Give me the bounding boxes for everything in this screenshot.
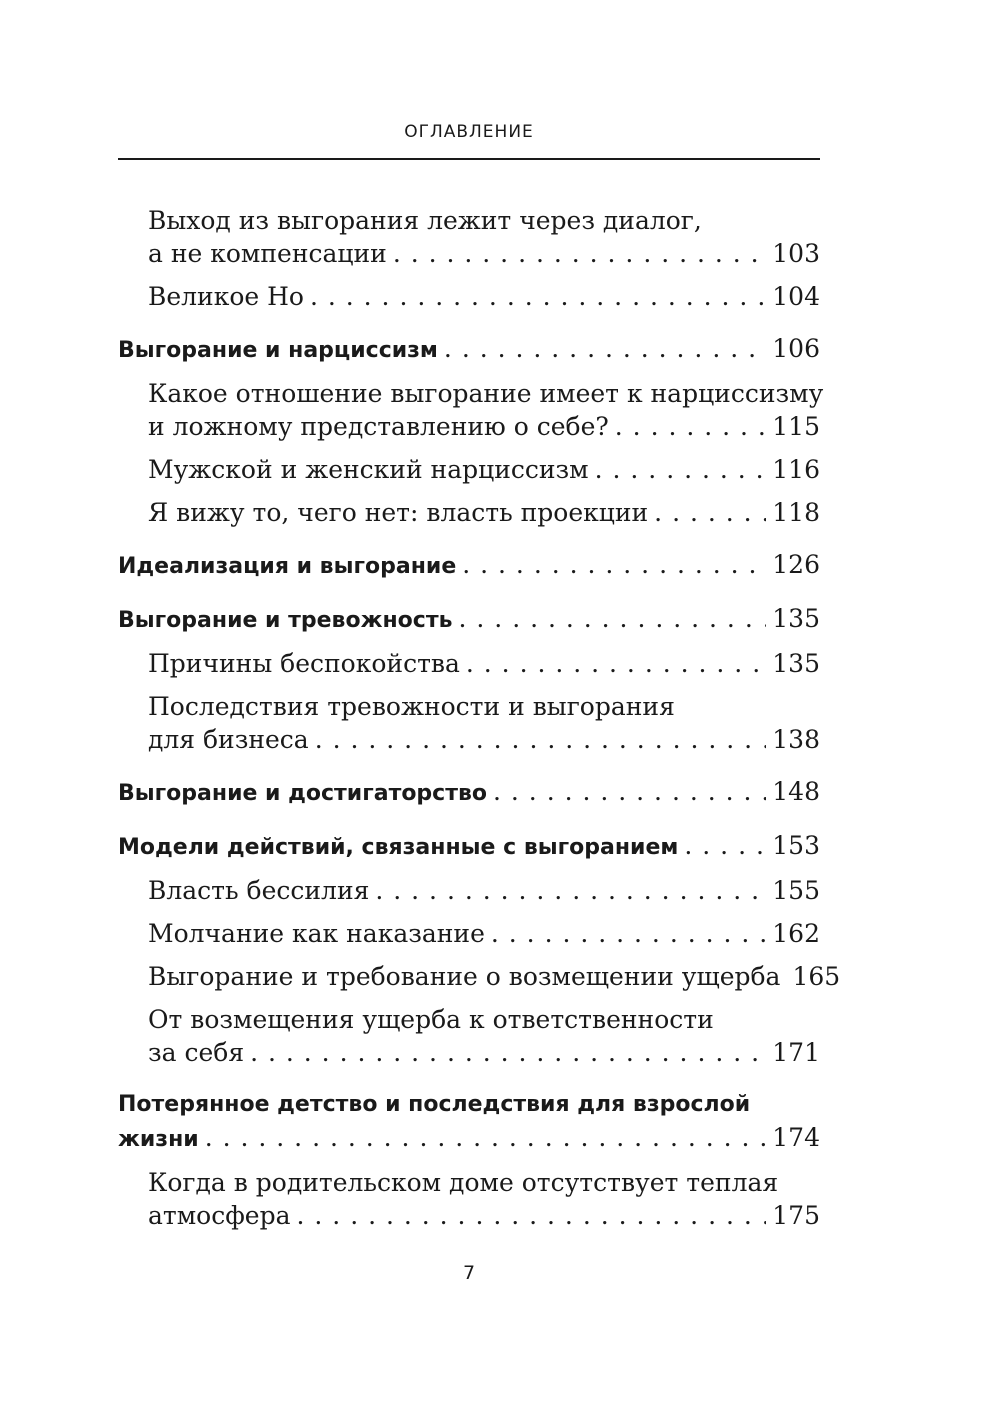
toc-page-number: 165 [792,962,841,991]
toc-chapter-title-cont: жизни [118,1127,199,1152]
toc-entry [118,647,820,680]
toc-page-number: 106 [772,334,820,363]
leader-dots [466,647,766,680]
toc-page-number: 148 [772,777,820,806]
toc-page-number: 171 [772,1038,820,1067]
toc-page-number: 175 [772,1201,820,1230]
toc-chapter-title: Модели действий, связанные с выгоранием [118,835,679,860]
toc-entry [118,917,820,950]
toc-entry-title: От возмещения ущерба к ответственности [148,1005,714,1034]
toc-chapter-title: Выгорание и нарциссизм [118,338,438,363]
toc-chapter-title: Выгорание и достигаторство [118,781,488,806]
toc-entry-title-cont: а не компенсации [148,239,387,268]
toc-entry [118,690,820,756]
leader-dots [493,775,766,808]
toc-entry [118,377,824,443]
toc-entry-title: Какое отношение выгорание имеет к нарциссизму [148,379,824,408]
toc-entry [118,496,820,529]
toc-entry-title: Молчание как наказание [148,919,485,948]
leader-dots [654,496,766,529]
toc-entry [118,874,820,907]
toc-page-number: 103 [772,239,820,268]
table-of-contents [118,204,841,1232]
leader-dots [595,453,767,486]
toc-entry [118,280,820,313]
toc-page-number: 138 [772,725,820,754]
toc-entry-title-cont: для бизнеса [148,725,309,754]
toc-chapter-entry [118,829,820,864]
toc-chapter-entry [118,602,820,637]
toc-page-number: 118 [772,498,820,527]
toc-entry-title: Мужской и женский нарциссизм [148,455,589,484]
toc-entry-title-cont: за себя [148,1038,245,1067]
toc-page-number: 116 [772,455,820,484]
toc-page-number: 115 [772,412,820,441]
leader-dots [297,1199,767,1232]
leader-dots [462,548,766,581]
toc-page-number: 135 [772,649,820,678]
toc-entry-title: Я вижу то, чего нет: власть проекции [148,498,649,527]
toc-entry [118,1003,820,1069]
toc-page-number: 155 [772,876,820,905]
toc-page-number: 126 [772,550,820,579]
toc-entry-title: Власть бессилия [148,876,370,905]
toc-entry-title: Когда в родительском доме отсутствует теплая [148,1168,779,1197]
leader-dots [393,237,766,270]
leader-dots [615,410,767,443]
toc-chapter-title: Выгорание и тревожность [118,608,453,633]
toc-entry [118,204,820,270]
toc-entry-title-cont: атмосфера [148,1201,291,1230]
leader-dots [459,602,767,635]
toc-page-number: 104 [772,282,820,311]
toc-entry-title-cont: и ложному представлению о себе? [148,412,609,441]
header-rule [118,158,820,160]
toc-entry-title: Выход из выгорания лежит через диалог, [148,206,702,235]
page-number: 7 [462,1262,476,1284]
book-page [118,0,841,1420]
toc-chapter-entry [118,775,820,810]
toc-entry-title: Выгорание и требование о возмещении ущерба [148,962,781,991]
leader-dots [444,332,766,365]
toc-entry [118,1166,820,1232]
toc-entry-title: Причины беспокойства [148,649,460,678]
running-head: ОГЛАВЛЕНИЕ [404,122,534,142]
toc-page-number: 174 [772,1123,820,1152]
leader-dots [250,1036,766,1069]
leader-dots [375,874,766,907]
toc-entry [118,453,820,486]
toc-chapter-entry [118,548,820,583]
toc-chapter-entry [118,332,820,367]
leader-dots [310,280,766,313]
toc-entry-title: Великое Но [148,282,304,311]
toc-page-number: 162 [772,919,820,948]
toc-chapter-entry [118,1088,820,1156]
toc-page-number: 153 [772,831,820,860]
toc-chapter-title: Потерянное детство и последствия для взрослой [118,1092,751,1117]
leader-dots [491,917,766,950]
toc-chapter-title: Идеализация и выгорание [118,554,457,579]
leader-dots [205,1121,767,1154]
leader-dots [315,723,767,756]
toc-page-number: 135 [772,604,820,633]
toc-entry [118,960,841,993]
toc-entry-title: Последствия тревожности и выгорания [148,692,675,721]
leader-dots [684,829,766,862]
